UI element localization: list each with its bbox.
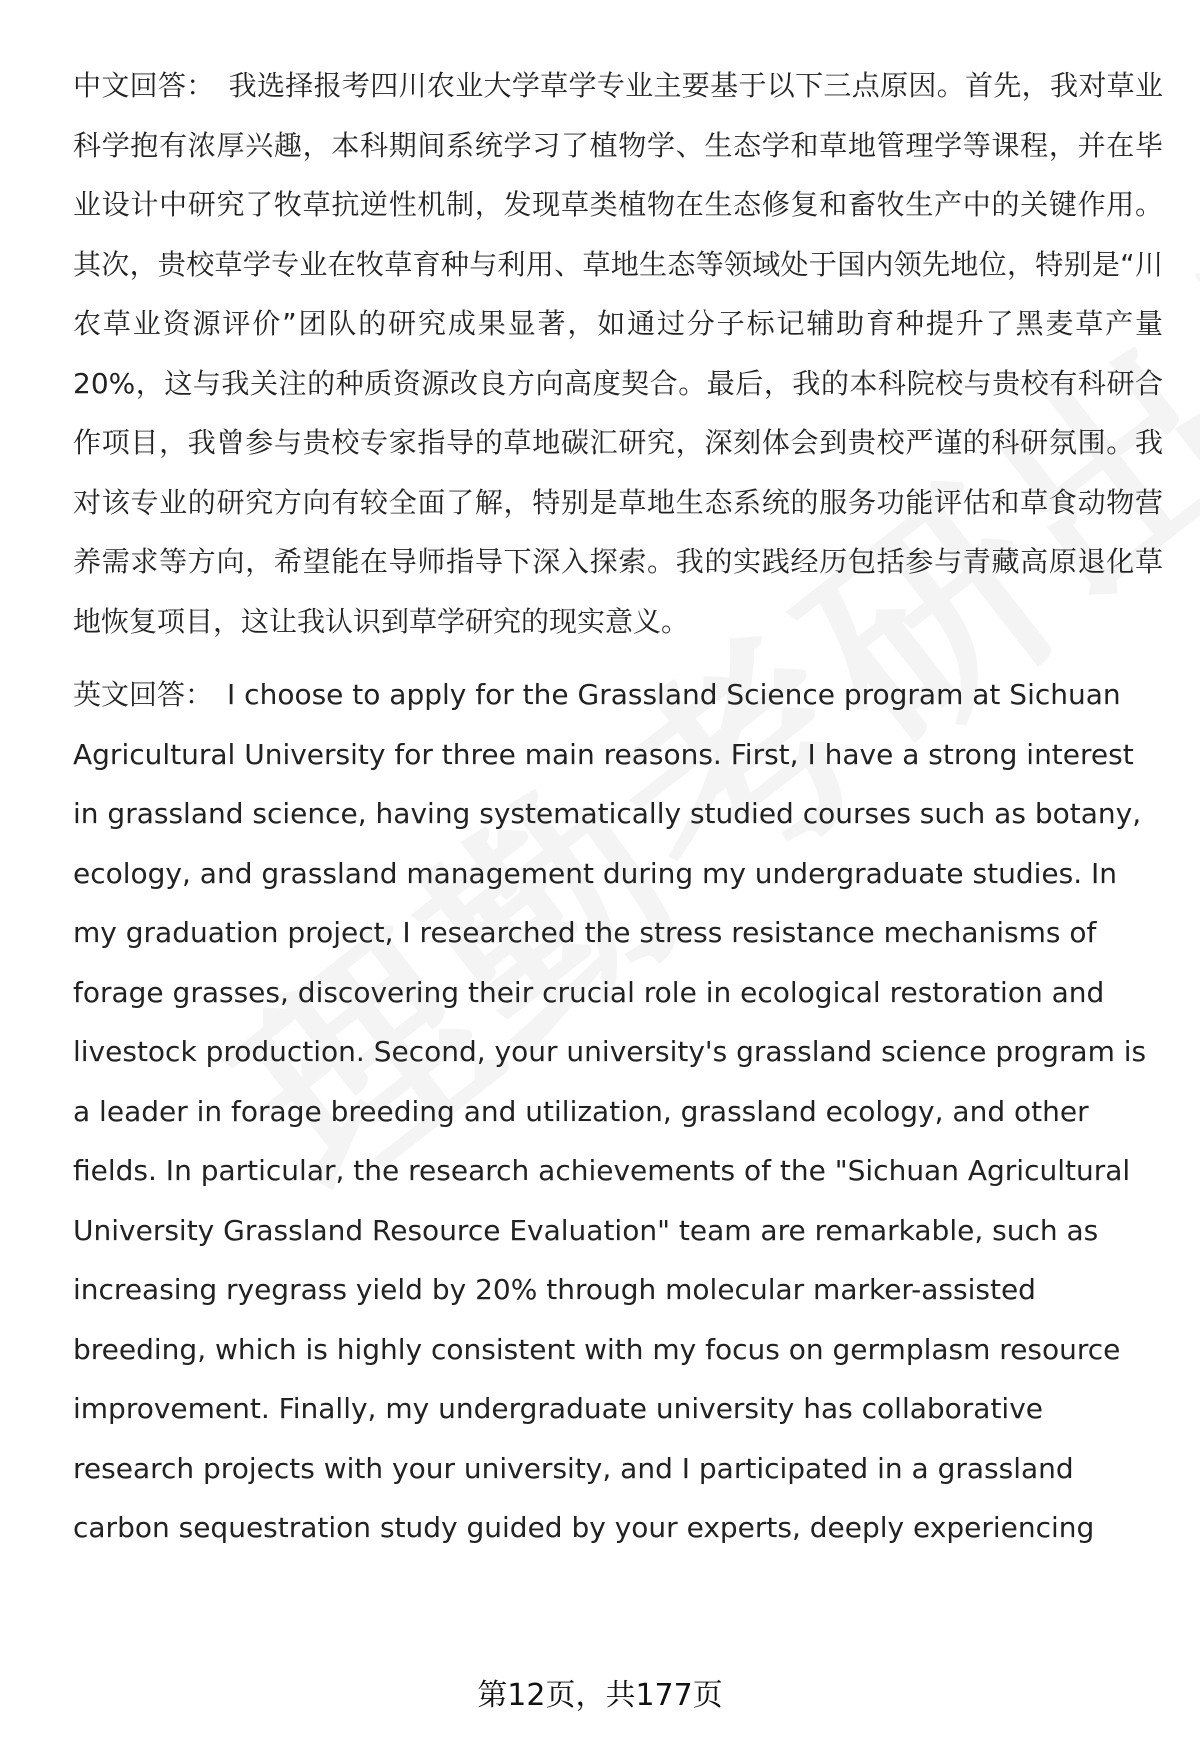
document-body	[73, 56, 1163, 1558]
chinese-answer-label: 中文回答：	[73, 69, 215, 102]
page-number: 第12页，共177页	[477, 1678, 723, 1713]
english-answer-text: I choose to apply for the Grassland Science program at Sichuan Agricultural University for three main reasons. First, I have a strong interest in grassland science, having systematically studied courses such as botany, ecology, and grassland management during my undergraduate studies. In my graduation project, I researched the stress resistance mechanisms of forage grasses, discovering their crucial role in ecological restoration and livestock production. Second, your university's grassland science program is a leader in forage breeding and utilization, grassland ecology, and other fields. In particular, the research achievements of the "Sichuan Agricultural University Grassland Resource Evaluation" team are remarkable, such as increasing ryegrass yield by 20% through molecular marker-assisted breeding, which is highly consistent with my focus on germplasm resource improvement. Finally, my undergraduate university has collaborative research projects with your university, and I participated in a grassland carbon sequestration study guided by your experts, deeply experiencing	[73, 678, 1147, 1544]
english-answer-label: 英文回答：	[73, 678, 214, 711]
chinese-answer-text: 我选择报考四川农业大学草学专业主要基于以下三点原因。首先，我对草业科学抱有浓厚兴趣，本科期间系统学习了植物学、生态学和草地管理学等课程，并在毕业设计中研究了牧草抗逆性机制，发现草类植物在生态修复和畜牧生产中的关键作用。其次，贵校草学专业在牧草育种与利用、草地生态等领域处于国内领先地位，特别是“川农草业资源评价”团队的研究成果显著，如通过分子标记辅助育种提升了黑麦草产量20%，这与我关注的种质资源改良方向高度契合。最后，我的本科院校与贵校有科研合作项目，我曾参与贵校专家指导的草地碳汇研究，深刻体会到贵校严谨的科研氛围。我对该专业的研究方向有较全面了解，特别是草地生态系统的服务功能评估和草食动物营养需求等方向，希望能在导师指导下深入探索。我的实践经历包括参与青藏高原退化草地恢复项目，这让我认识到草学研究的现实意义。	[73, 69, 1163, 638]
chinese-answer	[73, 56, 1163, 651]
english-answer	[73, 665, 1161, 1558]
